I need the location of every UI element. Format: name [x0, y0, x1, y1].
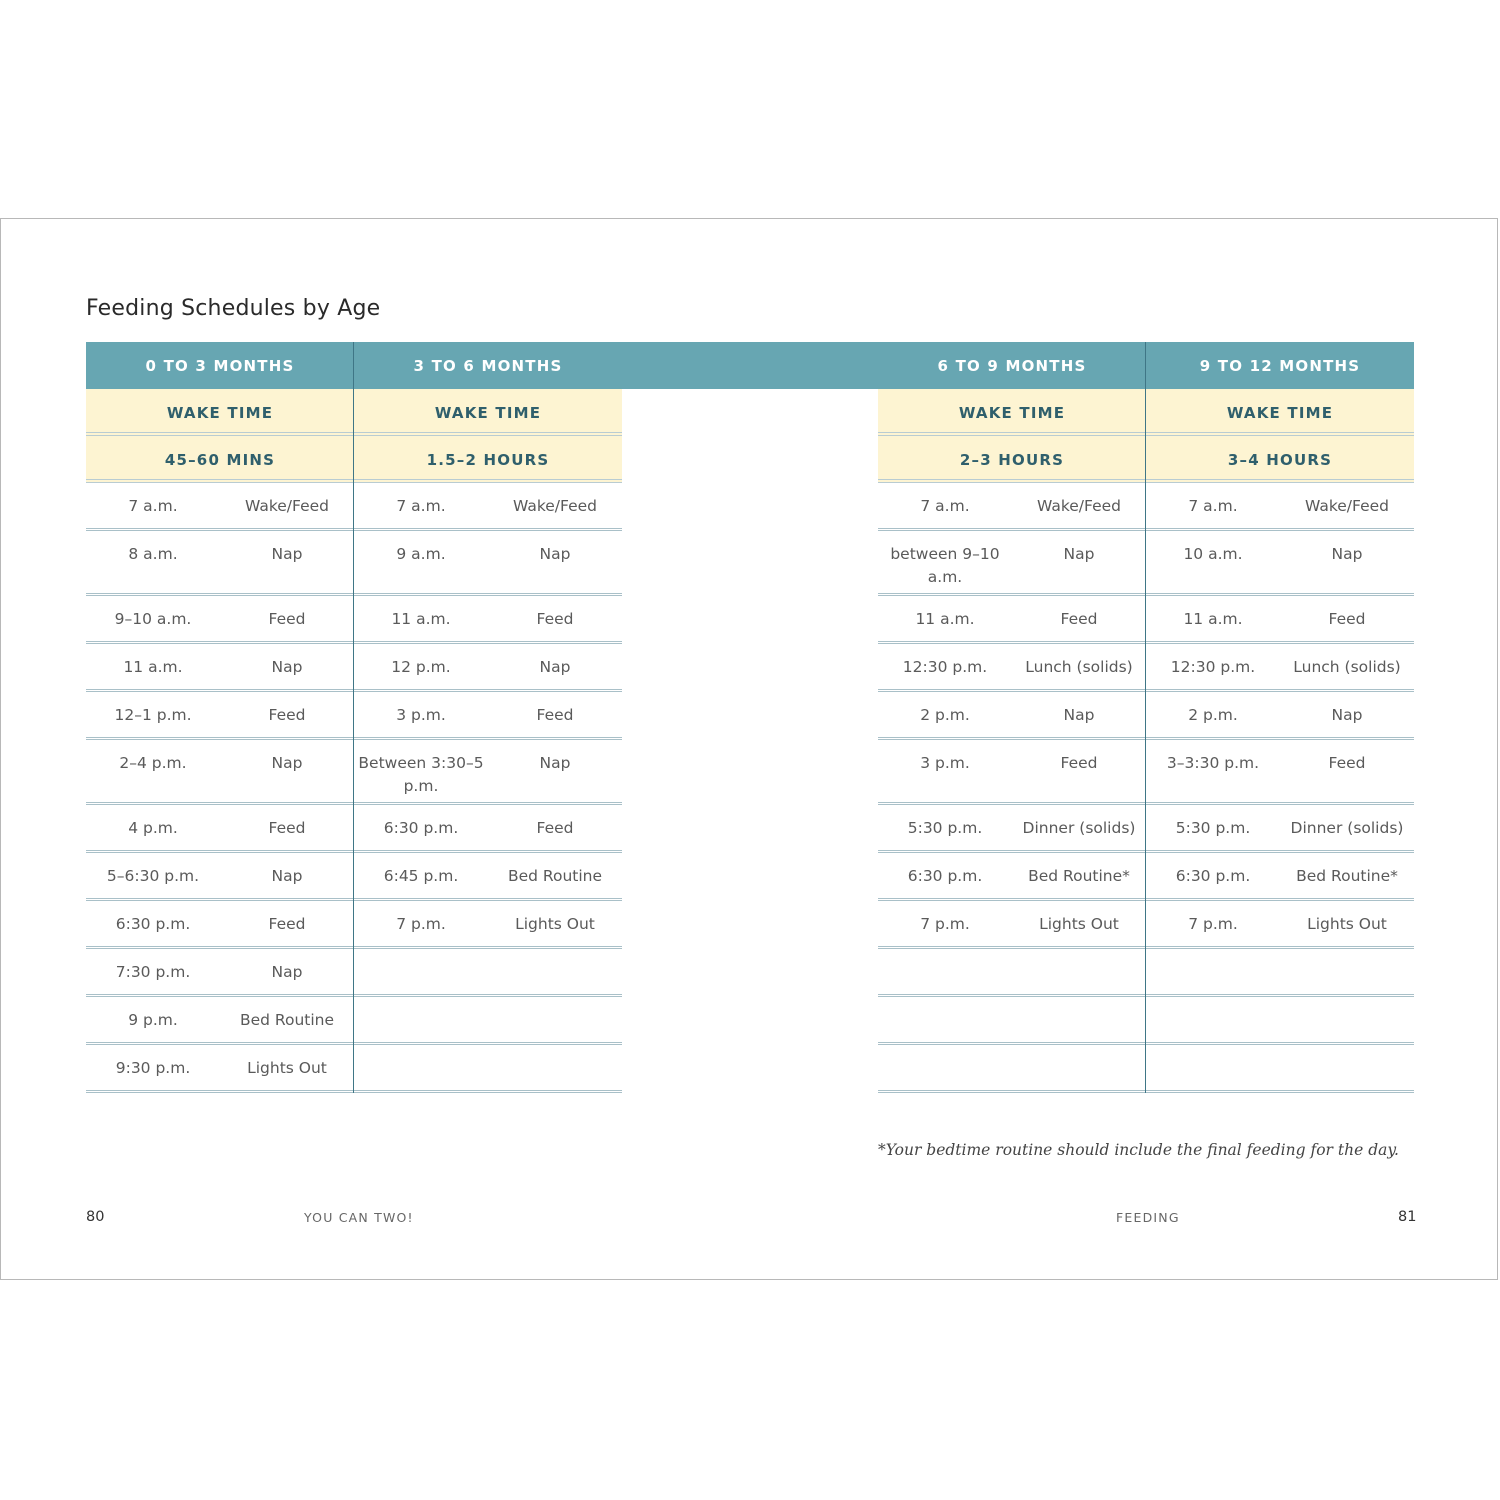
table-row	[354, 805, 622, 853]
time-cell: 7 p.m.	[920, 915, 970, 933]
table-row	[86, 483, 354, 531]
time-cell: 11 a.m.	[391, 610, 451, 628]
time-cell	[878, 1045, 1012, 1090]
time-cell: 7 p.m.	[1188, 915, 1238, 933]
activity-cell: Feed	[536, 819, 574, 837]
activity-cell: Feed	[1060, 754, 1098, 772]
time-cell: 11 a.m.	[123, 658, 183, 676]
table-row	[878, 531, 1146, 596]
wake-time-value: 2–3 HOURS	[878, 436, 1146, 483]
activity-cell: Dinner (solids)	[1022, 819, 1136, 837]
table-row	[878, 805, 1146, 853]
time-cell: 12 p.m.	[391, 658, 451, 676]
time-cell	[878, 949, 1012, 994]
right-page-number: 81	[1398, 1209, 1417, 1225]
time-cell: 8 a.m.	[128, 545, 178, 563]
time-cell: 6:30 p.m.	[383, 819, 459, 837]
table-row	[1146, 949, 1414, 997]
time-cell: 2 p.m.	[1188, 706, 1238, 724]
table-row	[878, 692, 1146, 740]
time-cell: 9:30 p.m.	[115, 1059, 191, 1077]
time-cell	[1146, 949, 1280, 994]
table-row	[1146, 644, 1414, 692]
wake-time-label: WAKE TIME	[878, 389, 1146, 436]
activity-cell: Wake/Feed	[1305, 497, 1389, 515]
activity-cell: Bed Routine	[239, 1011, 335, 1029]
time-cell: 12–1 p.m.	[114, 706, 192, 724]
time-cell: 3 p.m.	[396, 706, 446, 724]
activity-cell: Lights Out	[1039, 915, 1119, 933]
table-row	[354, 740, 622, 805]
table-row	[1146, 531, 1414, 596]
age-header: 9 TO 12 MONTHS	[1199, 356, 1361, 375]
time-cell: 3–3:30 p.m.	[1166, 754, 1260, 772]
time-cell: 9 a.m.	[396, 545, 446, 563]
activity-cell	[488, 1045, 622, 1090]
time-cell: 3 p.m.	[920, 754, 970, 772]
time-cell	[1146, 1045, 1280, 1090]
time-cell: 7 p.m.	[396, 915, 446, 933]
table-row	[86, 901, 354, 949]
activity-cell: Feed	[268, 915, 306, 933]
table-row	[878, 901, 1146, 949]
wake-time-value: 1.5–2 HOURS	[354, 436, 622, 483]
activity-cell	[1012, 1045, 1146, 1090]
activity-cell	[1280, 1045, 1414, 1090]
table-row	[1146, 901, 1414, 949]
wake-time-value: 3–4 HOURS	[1146, 436, 1414, 483]
schedule-column-1	[353, 342, 622, 1093]
time-cell: 9 p.m.	[128, 1011, 178, 1029]
left-page-number: 80	[86, 1209, 105, 1225]
time-cell: 12:30 p.m.	[902, 658, 988, 676]
table-row	[354, 483, 622, 531]
right-running-head: FEEDING	[1116, 1210, 1180, 1225]
table-row	[354, 692, 622, 740]
page-title: Feeding Schedules by Age	[86, 296, 381, 321]
time-cell: 7:30 p.m.	[115, 963, 191, 981]
time-cell: 9–10 a.m.	[114, 610, 192, 628]
activity-cell: Lunch (solids)	[1025, 658, 1133, 676]
table-row	[86, 531, 354, 596]
time-cell: 4 p.m.	[128, 819, 178, 837]
table-row	[878, 1045, 1146, 1093]
activity-cell: Nap	[271, 963, 303, 981]
activity-cell: Nap	[1331, 545, 1363, 563]
activity-cell: Nap	[1063, 545, 1095, 563]
activity-cell: Nap	[539, 545, 571, 563]
activity-cell: Nap	[539, 658, 571, 676]
activity-cell: Feed	[268, 706, 306, 724]
activity-cell: Nap	[1063, 706, 1095, 724]
activity-cell: Feed	[1060, 610, 1098, 628]
table-row	[86, 1045, 354, 1093]
table-row	[878, 483, 1146, 531]
table-row	[354, 531, 622, 596]
activity-cell	[1012, 997, 1146, 1042]
table-row	[1146, 997, 1414, 1045]
time-cell	[354, 1045, 488, 1090]
table-row	[86, 949, 354, 997]
activity-cell: Feed	[1328, 754, 1366, 772]
table-row	[86, 805, 354, 853]
table-row	[86, 692, 354, 740]
wake-time-label: WAKE TIME	[86, 389, 354, 436]
activity-cell: Feed	[1328, 610, 1366, 628]
activity-cell: Bed Routine*	[1028, 867, 1130, 885]
activity-cell	[1280, 949, 1414, 994]
table-row	[1146, 740, 1414, 805]
time-cell	[354, 997, 488, 1042]
time-cell	[878, 997, 1012, 1042]
schedule-column-2	[878, 342, 1146, 1093]
table-row	[878, 644, 1146, 692]
table-row	[86, 644, 354, 692]
wake-time-label: WAKE TIME	[354, 389, 622, 436]
activity-cell	[1280, 997, 1414, 1042]
activity-cell: Bed Routine	[507, 867, 603, 885]
schedule-column-3	[1145, 342, 1414, 1093]
age-header: 0 TO 3 MONTHS	[145, 356, 295, 375]
table-row	[354, 997, 622, 1045]
activity-cell: Feed	[536, 610, 574, 628]
table-row	[354, 596, 622, 644]
table-row	[878, 596, 1146, 644]
table-row	[878, 740, 1146, 805]
activity-cell: Nap	[539, 754, 571, 772]
table-row	[86, 997, 354, 1045]
table-row	[878, 949, 1146, 997]
activity-cell: Nap	[271, 545, 303, 563]
activity-cell	[1012, 949, 1146, 994]
footnote: *Your bedtime routine should include the final feeding for the day.	[878, 1141, 1399, 1159]
time-cell: 6:30 p.m.	[1175, 867, 1251, 885]
activity-cell: Nap	[271, 867, 303, 885]
table-row	[1146, 853, 1414, 901]
activity-cell: Dinner (solids)	[1290, 819, 1404, 837]
table-row	[354, 949, 622, 997]
activity-cell: Lights Out	[515, 915, 595, 933]
table-row	[1146, 1045, 1414, 1093]
table-row	[86, 596, 354, 644]
time-cell	[1146, 997, 1280, 1042]
activity-cell: Nap	[271, 754, 303, 772]
table-row	[354, 1045, 622, 1093]
table-row	[354, 644, 622, 692]
time-cell: 7 a.m.	[1188, 497, 1238, 515]
time-cell: 12:30 p.m.	[1170, 658, 1256, 676]
activity-cell: Wake/Feed	[513, 497, 597, 515]
left-running-head: YOU CAN TWO!	[304, 1210, 414, 1225]
time-cell: 6:30 p.m.	[115, 915, 191, 933]
table-row	[1146, 596, 1414, 644]
wake-time-label: WAKE TIME	[1146, 389, 1414, 436]
activity-cell: Nap	[271, 658, 303, 676]
time-cell: 2 p.m.	[920, 706, 970, 724]
activity-cell: Feed	[536, 706, 574, 724]
time-cell: 7 a.m.	[128, 497, 178, 515]
time-cell: 7 a.m.	[920, 497, 970, 515]
table-row	[1146, 805, 1414, 853]
wake-time-value: 45–60 MINS	[86, 436, 354, 483]
table-row	[878, 853, 1146, 901]
table-row	[1146, 692, 1414, 740]
activity-cell: Wake/Feed	[245, 497, 329, 515]
activity-cell: Feed	[268, 819, 306, 837]
table-row	[86, 740, 354, 805]
table-row	[1146, 483, 1414, 531]
age-header: 6 TO 9 MONTHS	[937, 356, 1087, 375]
activity-cell: Feed	[268, 610, 306, 628]
activity-cell: Lunch (solids)	[1293, 658, 1401, 676]
time-cell: 7 a.m.	[396, 497, 446, 515]
table-row	[86, 853, 354, 901]
activity-cell	[488, 949, 622, 994]
time-cell	[354, 949, 488, 994]
table-row	[354, 901, 622, 949]
table-row	[354, 853, 622, 901]
time-cell: 6:45 p.m.	[383, 867, 459, 885]
activity-cell: Bed Routine*	[1296, 867, 1398, 885]
time-cell: between 9–10 a.m.	[890, 545, 1000, 586]
activity-cell: Nap	[1331, 706, 1363, 724]
activity-cell	[488, 997, 622, 1042]
activity-cell: Lights Out	[247, 1059, 327, 1077]
time-cell: 5–6:30 p.m.	[106, 867, 200, 885]
activity-cell: Lights Out	[1307, 915, 1387, 933]
time-cell: 2–4 p.m.	[119, 754, 187, 772]
schedule-column-0	[86, 342, 354, 1093]
time-cell: 6:30 p.m.	[907, 867, 983, 885]
time-cell: 11 a.m.	[915, 610, 975, 628]
time-cell: 10 a.m.	[1183, 545, 1243, 563]
time-cell: Between 3:30–5 p.m.	[358, 754, 484, 795]
table-row	[878, 997, 1146, 1045]
time-cell: 5:30 p.m.	[907, 819, 983, 837]
time-cell: 5:30 p.m.	[1175, 819, 1251, 837]
activity-cell: Wake/Feed	[1037, 497, 1121, 515]
age-header: 3 TO 6 MONTHS	[413, 356, 563, 375]
time-cell: 11 a.m.	[1183, 610, 1243, 628]
